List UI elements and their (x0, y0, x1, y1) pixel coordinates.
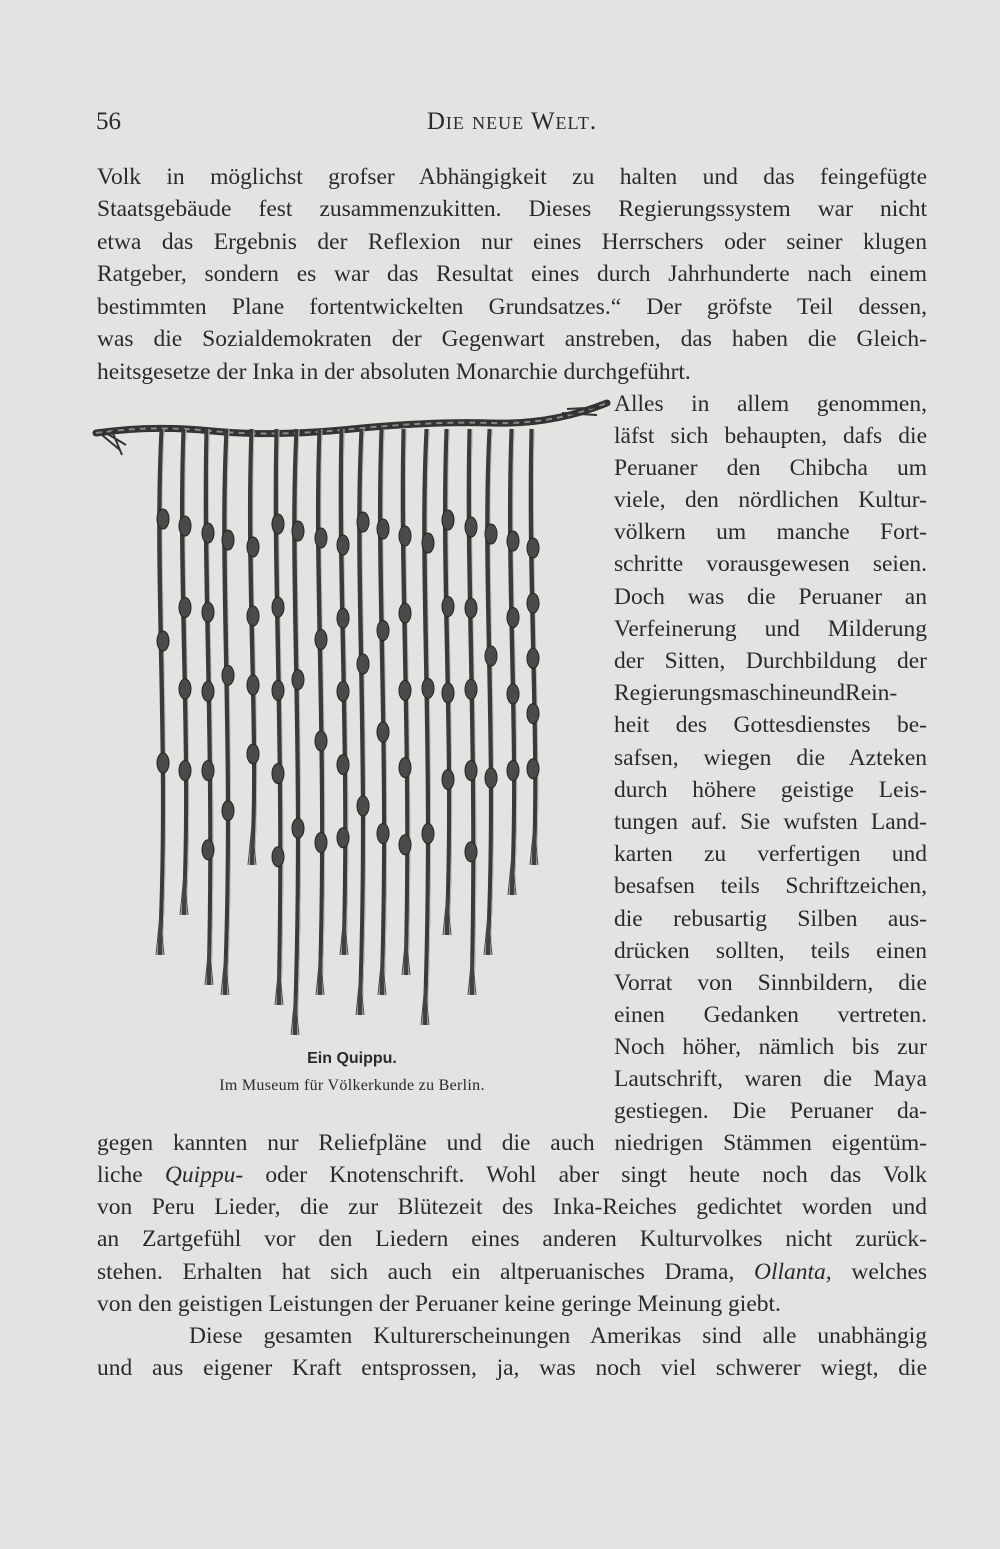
side-text-line: heit des Gottesdienstes be- (614, 712, 927, 738)
side-text-line: tungen auf. Sie wufsten Land- (614, 809, 927, 835)
body-text-line: Volk in möglichst grofser Abhängigkeit zu halten und das feingefügte (97, 164, 927, 190)
side-text-line: RegierungsmaschineundRein- (614, 680, 898, 706)
body-text-line: bestimmten Plane fortentwickelten Grundsatzes.“ Der gröfste Teil dessen, (97, 294, 927, 320)
side-text-line: Alles in allem genommen, (614, 391, 927, 417)
body-text-line (97, 1159, 927, 1191)
quipu-drawing (92, 395, 612, 1045)
body-text-line: heitsgesetze der Inka in der absoluten Monarchie durchgeführt. (97, 359, 691, 385)
figure-caption-subtitle: Im Museum für Völkerkunde zu Berlin. (219, 1077, 485, 1094)
side-text-line: drücken sollten, teils einen (614, 938, 927, 964)
side-text-line: Vorrat von Sinnbildern, die (614, 970, 927, 996)
body-text-line (97, 1256, 927, 1288)
text-run: oder Knotenschrift. Wohl aber singt heute noch das Volk (265, 1162, 927, 1188)
side-text-line: besafsen teils Schriftzeichen, (614, 873, 927, 899)
side-text-line: die rebusartig Silben aus- (614, 906, 927, 932)
body-text-line: was die Sozialdemokraten der Gegenwart anstreben, das haben die Gleich- (97, 326, 927, 352)
side-text-line: Peruaner den Chibcha um (614, 455, 927, 481)
running-title: Die neue Welt. (426, 108, 598, 135)
figure-caption-title: Ein Quippu. (307, 1050, 397, 1067)
side-text-line: einen Gedanken vertreten. (614, 1002, 927, 1028)
text-run: liche (97, 1162, 143, 1188)
body-text-line: etwa das Ergebnis der Reflexion nur eines Herrschers oder seiner klugen (97, 229, 927, 255)
italic-term-quippu: Quippu- (164, 1162, 244, 1188)
side-text-line: Noch höher, nämlich bis zur (614, 1034, 927, 1060)
text-run: welches (851, 1259, 927, 1285)
side-text-line: Lautschrift, waren die Maya (614, 1066, 927, 1092)
side-text-line: safsen, wiegen die Azteken (614, 745, 927, 771)
body-text-line: Ratgeber, sondern es war das Resultat eines durch Jahrhunderte nach einem (97, 261, 927, 287)
side-text-line: völkern um manche Fort- (614, 519, 927, 545)
body-text-line: an Zartgefühl vor den Liedern eines anderen Kulturvolkes nicht zurück- (97, 1226, 927, 1252)
body-text-line: von Peru Lieder, die zur Blütezeit des Inka-Reiches gedichtet worden und (97, 1194, 927, 1220)
side-text-line: viele, den nördlichen Kultur- (614, 487, 927, 513)
side-text-line: Doch was die Peruaner an (614, 584, 927, 610)
quipu-illustration (92, 395, 612, 1045)
page-number: 56 (96, 108, 121, 135)
side-text-line: schritte vorausgewesen seien. (614, 551, 927, 577)
text-run: stehen. Erhalten hat sich auch ein altperuanisches Drama, (97, 1259, 735, 1285)
side-text-line: karten zu verfertigen und (614, 841, 927, 867)
side-text-line: durch höhere geistige Leis- (614, 777, 927, 803)
body-text-line: Staatsgebäude fest zusammenzukitten. Dieses Regierungssystem war nicht (97, 196, 927, 222)
side-text-line: der Sitten, Durchbildung der (614, 648, 927, 674)
body-text-line: gegen kannten nur Reliefpläne und die auch niedrigen Stämmen eigentüm- (97, 1130, 927, 1156)
body-text-line: von den geistigen Leistungen der Peruaner keine geringe Meinung giebt. (97, 1291, 781, 1317)
side-text-line: gestiegen. Die Peruaner da- (614, 1098, 927, 1124)
page-header (96, 108, 928, 144)
italic-title-ollanta: Ollanta, (754, 1259, 832, 1285)
side-text-line: Verfeinerung und Milderung (614, 616, 927, 642)
body-text-line: und aus eigener Kraft entsprossen, ja, was noch viel schwerer wiegt, die (97, 1355, 927, 1381)
side-text-line: läfst sich behaupten, dafs die (614, 423, 927, 449)
body-text-line: Diese gesamten Kulturerscheinungen Amerikas sind alle unabhängig (189, 1323, 927, 1349)
